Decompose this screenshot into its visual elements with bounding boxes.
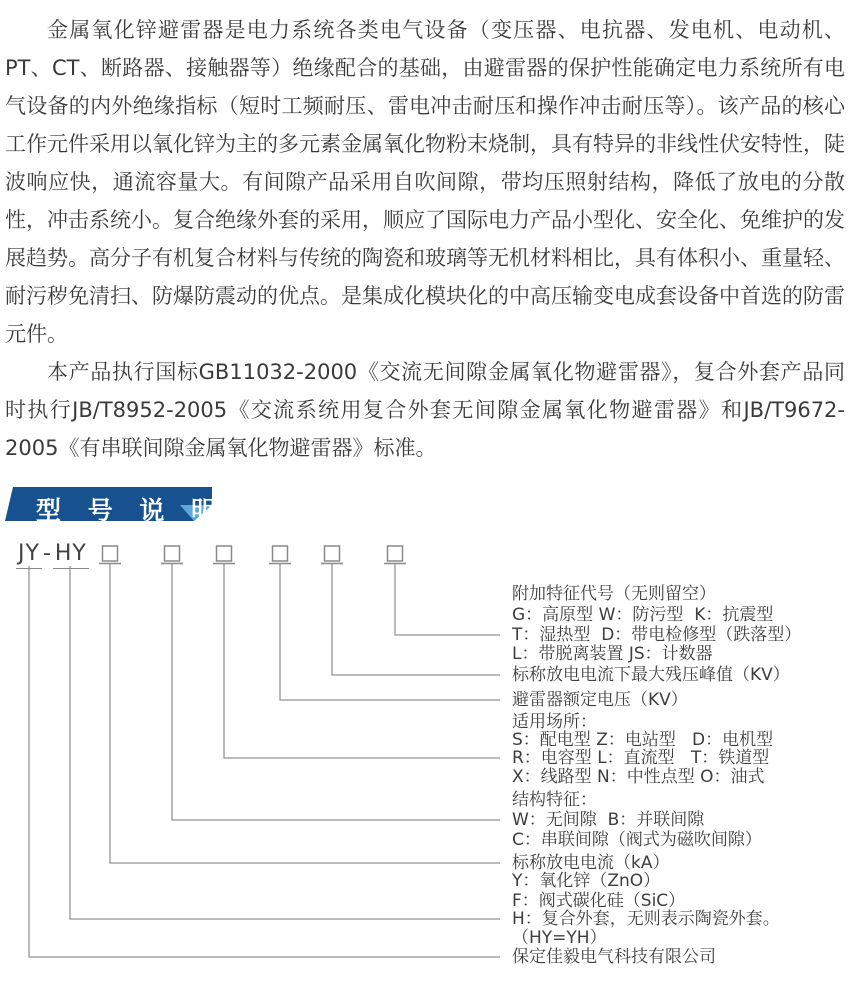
model-code-prefix: JY <box>16 541 42 569</box>
description-line: 适用场所： <box>512 712 597 732</box>
model-digit-box-5 <box>325 546 340 561</box>
model-digit-box-2 <box>165 546 180 561</box>
connector-box-5 <box>332 564 500 675</box>
description-line: 标称放电电流下最大残压峰值（KV） <box>512 665 790 685</box>
description-line: X：线路型 N：中性点型 O：油式 <box>512 767 765 787</box>
model-digit-boxes <box>99 546 406 564</box>
model-digit-box-4 <box>273 546 288 561</box>
section-title: 型 号 说 明 <box>36 496 226 525</box>
model-digit-box-6 <box>388 546 403 561</box>
description-line: 结构特征： <box>512 790 597 810</box>
model-digit-box-3 <box>217 546 232 561</box>
description-line: F：阀式碳化硅（SiC） <box>512 891 686 911</box>
model-code-suffix: HY <box>53 541 89 569</box>
description-line: 标称放电电流（kA） <box>512 853 670 873</box>
standards-paragraph: 本产品执行国标GB11032-2000《交流无间隙金属氧化物避雷器》，复合外套产品同时执行JB/T8952-2005《交流系统用复合外套无间隙金属氧化物避雷器》和JB/T9672-2005《有串联间隙金属氧化物避雷器》标准。 <box>5 360 845 460</box>
connector-box-3 <box>224 564 500 758</box>
description-line: 避雷器额定电压（KV） <box>512 690 688 710</box>
connector-box-6 <box>395 564 500 635</box>
description-line: W：无间隙 B：并联间隙 <box>512 810 705 830</box>
description-line: T：湿热型 D：带电检修型（跌落型） <box>512 625 802 645</box>
model-digit-box-1 <box>103 546 118 561</box>
connector-lines <box>29 564 500 957</box>
model-code-dash: - <box>42 541 52 566</box>
description-line: 附加特征代号（无则留空） <box>512 584 716 604</box>
description-line: L：带脱离装置 JS：计数器 <box>512 644 713 664</box>
description-line: C：串联间隙（阀式为磁吹间隙） <box>512 830 762 850</box>
connector-jy <box>29 566 500 957</box>
connector-box-2 <box>172 564 500 820</box>
connector-hy <box>70 566 500 919</box>
description-line: R：电容型 L：直流型 T：铁道型 <box>512 748 770 768</box>
intro-paragraph: 金属氧化锌避雷器是电力系统各类电气设备（变压器、电抗器、发电机、电动机、PT、CT、断路器、接触器等）绝缘配合的基础，由避雷器的保护性能确定电力系统所有电气设备的内外绝缘指标（短时工频耐压、雷电冲击耐压和操作冲击耐压等）。该产品的核心工作元件采用以氧化锌为主的多元素金属氧化物粉末烧制，具有特异的非线性伏安特性，陡波响应快，通流容量大。有间隙产品采用自吹间隙，带均压照射结构，降低了放电的分散性，冲击系统小。复合绝缘外套的采用，顺应了国际电力产品小型化、安全化、免维护的发展趋势。高分子有机复合材料与传统的陶瓷和玻璃等无机材料相比，具有体积小、重量轻、耐污秽免清扫、防爆防震动的优点。是集成化模块化的中高压输变电成套设备中首选的防雷元件。 <box>5 18 845 346</box>
description-line: H：复合外套，无则表示陶瓷外套。 <box>512 909 780 929</box>
description-line: G：高原型 W：防污型 K：抗震型 <box>512 605 774 625</box>
description-line: （HY=YH） <box>512 928 607 948</box>
model-code <box>16 541 89 569</box>
description-line: S：配电型 Z：电站型 D：电机型 <box>512 730 774 750</box>
company-name-line: 保定佳毅电气科技有限公司 <box>512 947 716 967</box>
connector-box-4 <box>280 564 500 700</box>
connector-box-1 <box>110 564 500 863</box>
description-line: Y：氧化锌（ZnO） <box>512 871 661 891</box>
